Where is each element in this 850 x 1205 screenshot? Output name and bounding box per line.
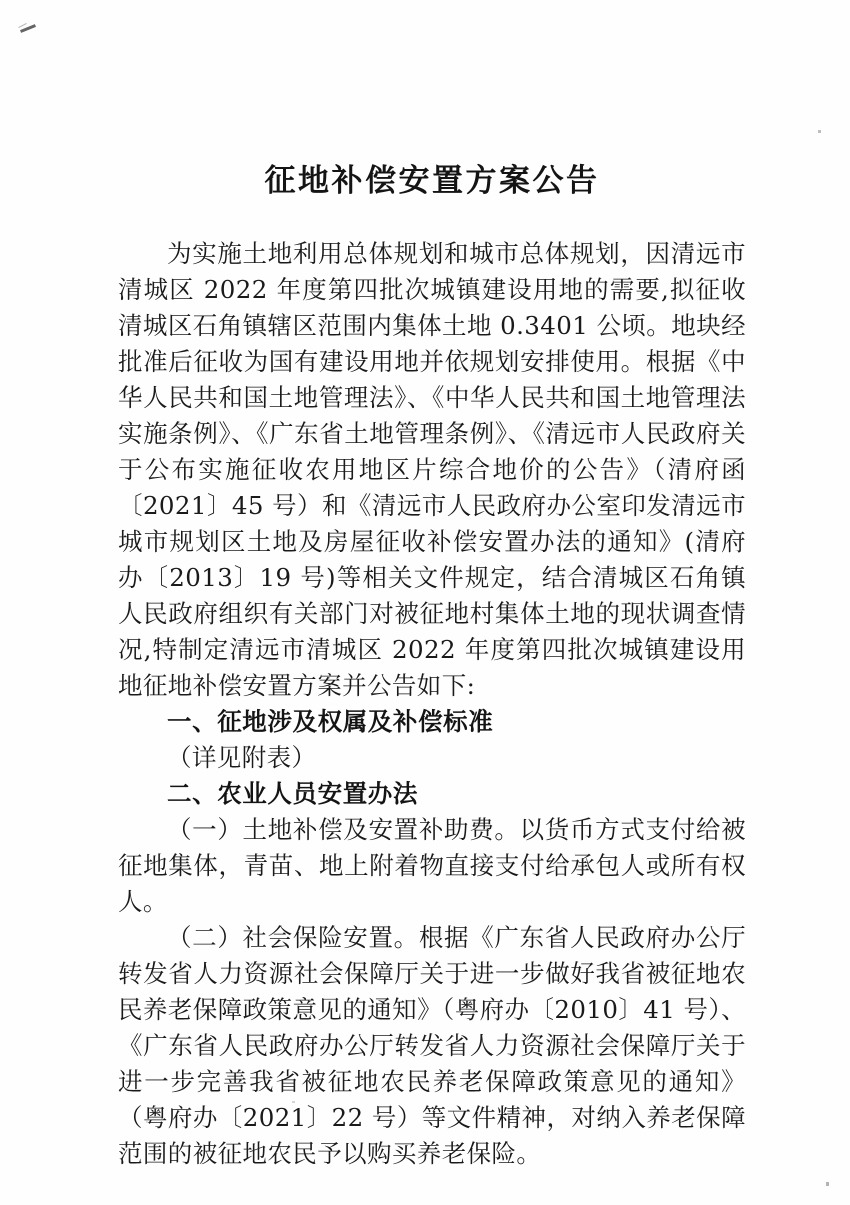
scan-speck [818,130,821,133]
scan-speck [826,1182,829,1186]
scan-artifact-mark [18,23,26,28]
scan-artifact-mark [20,24,36,33]
body-paragraph: 为实施土地利用总体规划和城市总体规划，因清远市清城区 2022 年度第四批次城镇建设用地的需要,拟征收清城区石角镇辖区范围内集体土地 0.3401 公顷。地块经批准后征收为国有建设用地并依规划安排使用。根据《中华人民共和国土地管理法》、《中华人民共和国土地管理法实施条例》、《广东省土地管理条例》、《清远市人民政府关于公布实施征收农用地区片综合地价的公告》（清府函〔2021〕45 号）和《清远市人民政府办公室印发清远市城市规划区土地及房屋征收补偿安置办法的通知》(清府办〔2013〕19 号)等相关文件规定，结合清城区石角镇人民政府组织有关部门对被征地村集体土地的现状调查情况,特制定清远市清城区 2022 年度第四批次城镇建设用地征地补偿安置方案并公告如下: [118,239,746,700]
body-paragraph: （二）社会保险安置。根据《广东省人民政府办公厅转发省人力资源社会保障厅关于进一步做好我省被征地农民养老保障政策意见的通知》（粤府办〔2010〕41 号）、《广东省人民政府办公厅转发省人力资源社会保障厅关于进一步完善我省被征地农民养老保障政策意见的通知》（粤府办〔2021〕22 号）等文件精神，对纳入养老保障范围的被征地农民予以购买养老保险。 [118,923,746,1168]
document-body [118,236,746,1172]
page-title: 征地补偿安置方案公告 [264,163,600,199]
section-heading: 一、征地涉及权属及补偿标准 [167,707,494,736]
section-heading: 二、农业人员安置办法 [167,779,418,808]
body-paragraph: （一）土地补偿及安置补助费。以货币方式支付给被征地集体，青苗、地上附着物直接支付给承包人或所有权人。 [118,815,746,916]
body-paragraph: （详见附表） [167,743,317,772]
